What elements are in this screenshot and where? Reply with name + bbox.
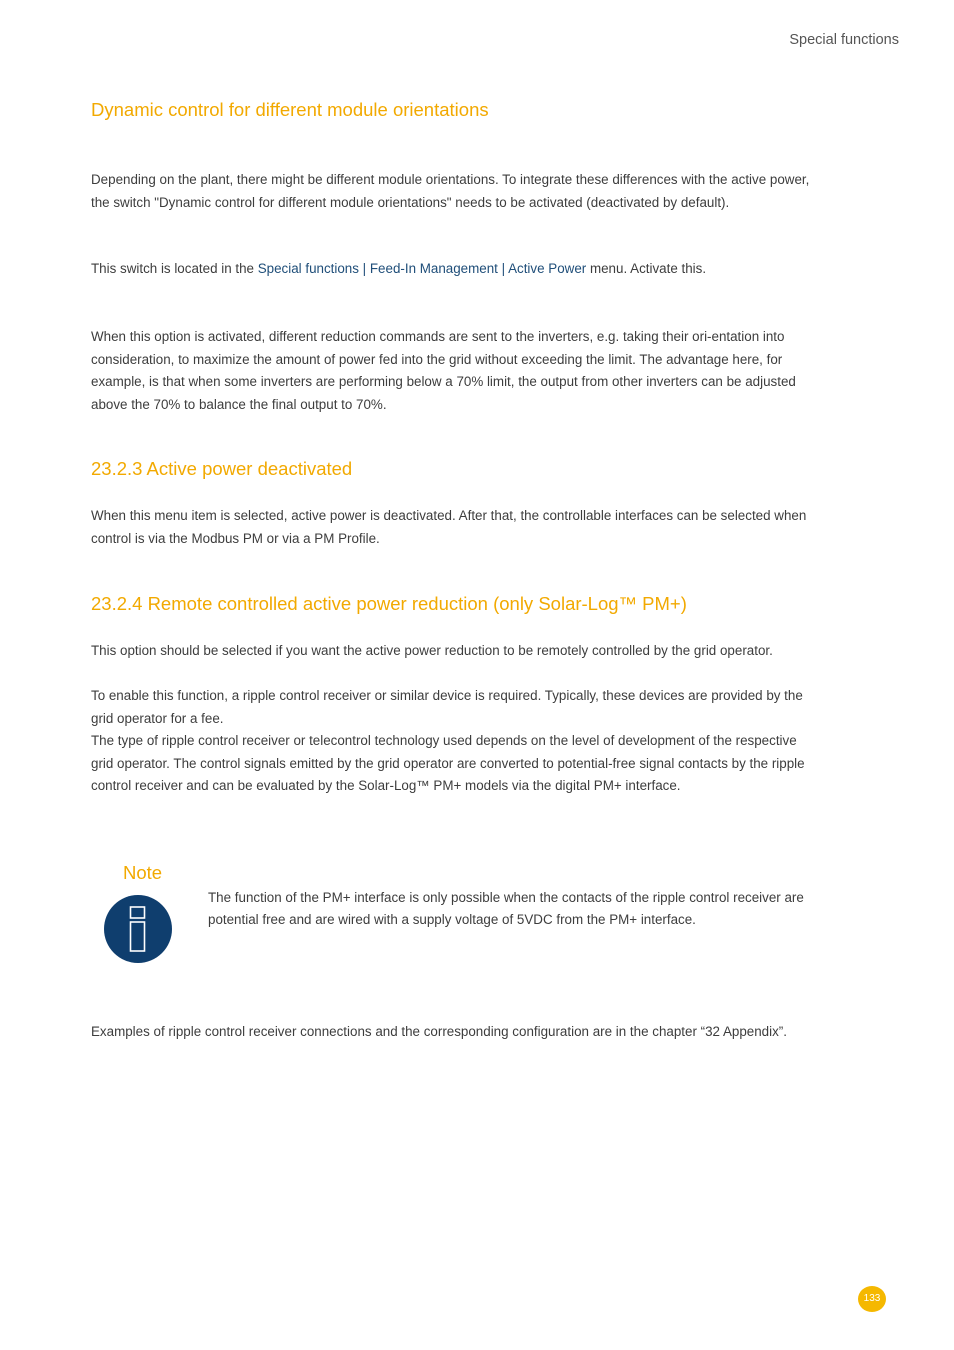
running-header: Special functions (789, 32, 899, 48)
info-icon (104, 895, 172, 963)
paragraph-appendix-reference: Examples of ripple control receiver connections and the corresponding configuration are in the chapter “32 Appendix”. (91, 1024, 787, 1039)
section-heading-remote-controlled: 23.2.4 Remote controlled active power reduction (only Solar-Log™ PM+) (91, 593, 687, 614)
section-heading-active-power-deactivated: 23.2.3 Active power deactivated (91, 458, 353, 479)
paragraph-remote-option: This option should be selected if you want the active power reduction to be remotely controlled by the grid operator. (91, 643, 773, 658)
paragraph-reduction-commands: When this option is activated, different reduction commands are sent to the inverters, e.g. taking their ori-entation into consideration, to maximize the amount of power fed into the grid without exceeding the limit. The advantage here, for example, is that when some inverters are performing below a 70% limit, the output from other inverters can be adjusted above the 70% to balance the final output to 70%. (91, 329, 796, 412)
info-icon-glyph (104, 895, 172, 963)
menu-path-link[interactable]: Special functions | Feed-In Management | Active Power (257, 261, 587, 276)
paragraph-ripple-receiver: To enable this function, a ripple control receiver or similar device is required. Typically, these devices are provided by the grid operator for a fee. (91, 688, 803, 726)
section-heading-dynamic-control: Dynamic control for different module orientations (91, 99, 489, 120)
paragraph-switch-location (91, 258, 821, 281)
text-after-link: menu. Activate this. (586, 261, 707, 276)
paragraph-deactivated: When this menu item is selected, active power is deactivated. After that, the controllable interfaces can be selected when control is via the Modbus PM or via a PM Profile. (91, 508, 807, 546)
text-before-link: This switch is located in the (91, 261, 258, 276)
paragraph-telecontrol: The type of ripple control receiver or telecontrol technology used depends on the level of development of the respective grid operator. The control signals emitted by the grid operator are converted to potential-free signal contacts by the ripple control receiver and can be evaluated by the Solar-Log™ PM+ models via the digital PM+ interface. (91, 733, 805, 794)
note-text: The function of the PM+ interface is only possible when the contacts of the ripple control receiver are potential free and are wired with a supply voltage of 5VDC from the PM+ interface. (208, 890, 804, 928)
page-number-badge: 133 (858, 1286, 886, 1312)
paragraph-module-orientations: Depending on the plant, there might be different module orientations. To integrate these differences with the active power, the switch "Dynamic control for different module orientations" needs to be activated (deactivated by default). (91, 172, 810, 210)
note-title: Note (123, 862, 163, 883)
